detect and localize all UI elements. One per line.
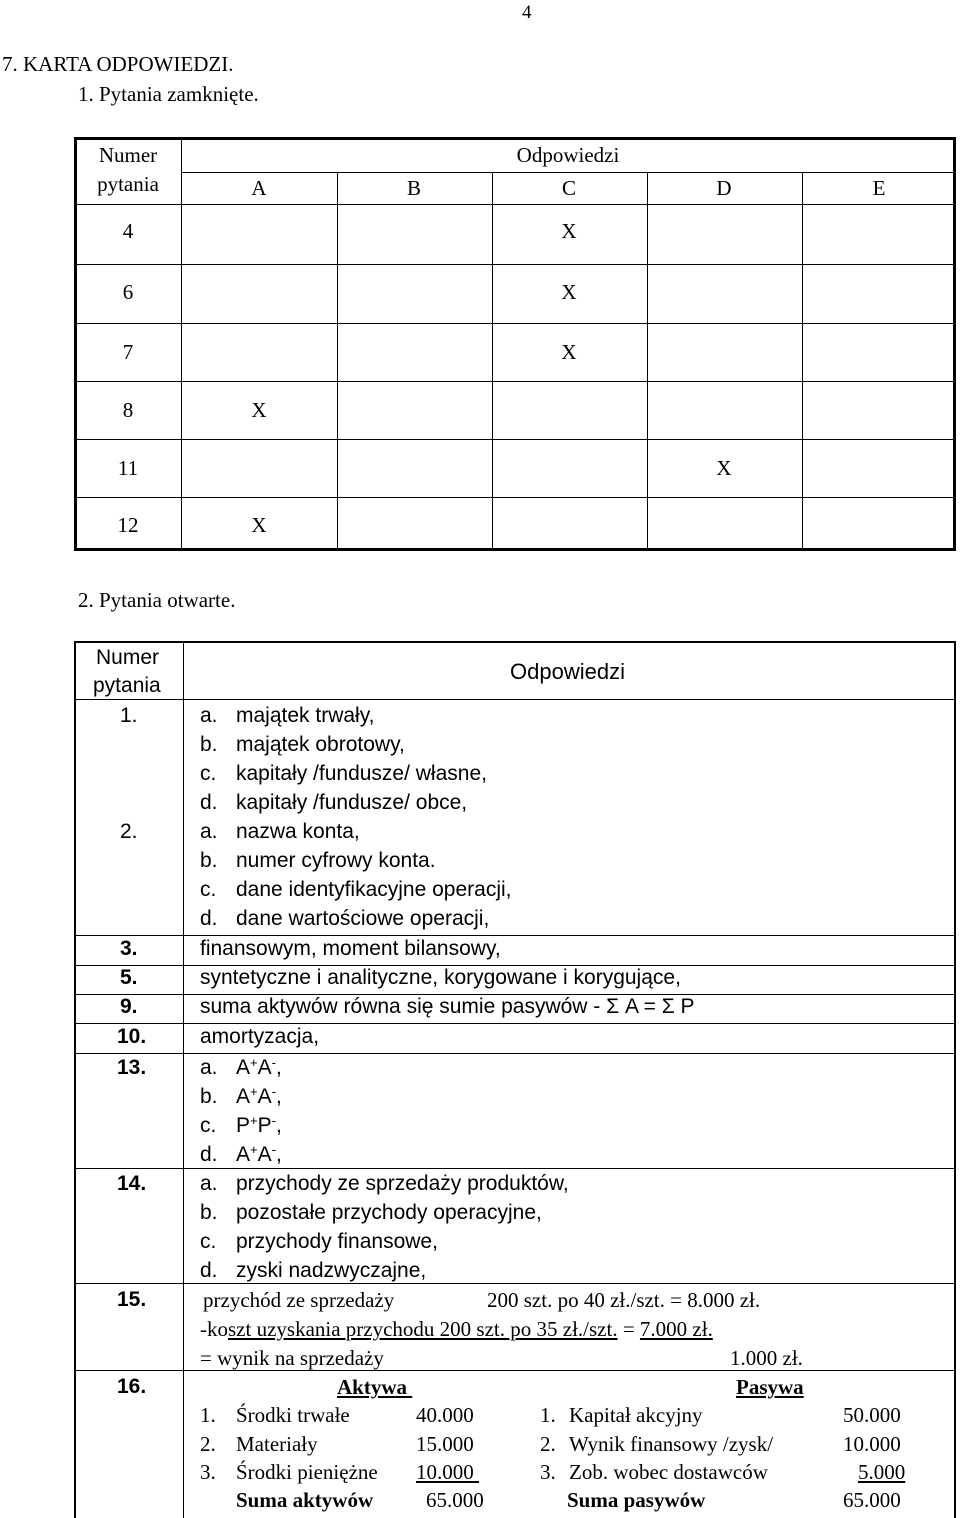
q15-revenue-label: przychód ze sprzedaży xyxy=(203,1288,395,1312)
aktywa-item-number: 3. xyxy=(200,1460,216,1484)
t1-row-num: 6 xyxy=(122,280,134,304)
q13-answer-b: A+A-, xyxy=(236,1084,282,1108)
q3-number: 3. xyxy=(120,937,138,960)
q15-cost-line: -koszt uzyskania przychodu 200 szt. po 35 zł./szt. = 7.000 zł. xyxy=(200,1317,713,1341)
pasywa-item-number: 2. xyxy=(540,1432,556,1456)
pasywa-item-number: 3. xyxy=(540,1460,556,1484)
section2-title: 2. Pytania otwarte. xyxy=(78,588,236,612)
pasywa-title: Pasywa xyxy=(736,1375,804,1399)
q16-number: 16. xyxy=(117,1375,147,1398)
q1-answer-b: majątek obrotowy, xyxy=(236,733,405,756)
t1-option-c: C xyxy=(561,176,577,200)
t1-header-odpowiedzi: Odpowiedzi xyxy=(516,143,620,167)
t1-header-numer: Numer xyxy=(98,143,158,167)
t1-row-num: 12 xyxy=(117,513,139,537)
t1-row-num: 4 xyxy=(122,219,134,243)
t1-row-num: 7 xyxy=(122,340,134,364)
aktywa-item-value: 15.000 xyxy=(416,1432,474,1456)
q2-letter-c: c. xyxy=(200,878,217,901)
t2-header-odpowiedzi: Odpowiedzi xyxy=(510,659,625,684)
q13-answer-a: A+A-, xyxy=(236,1055,282,1079)
t1-cell-a: X xyxy=(251,398,267,422)
q14-answer-d: zyski nadzwyczajne, xyxy=(236,1259,427,1282)
suma-pasywow-label: Suma pasywów xyxy=(567,1488,706,1512)
q2-letter-b: b. xyxy=(200,849,218,872)
q14-letter-b: b. xyxy=(200,1201,218,1224)
aktywa-item-value: 40.000 xyxy=(416,1403,474,1427)
t1-cell-c: X xyxy=(561,280,577,304)
t1-row-num: 8 xyxy=(122,398,134,422)
q5-answer: syntetyczne i analityczne, korygowane i korygujące, xyxy=(200,966,681,989)
q9-number: 9. xyxy=(120,995,138,1018)
t1-cell-c: X xyxy=(561,340,577,364)
q2-letter-d: d. xyxy=(200,907,218,930)
q13-answer-d: A+A-, xyxy=(236,1142,282,1166)
suma-pasywow-value: 65.000 xyxy=(843,1488,901,1512)
section1-title: 1. Pytania zamknięte. xyxy=(78,82,259,106)
page-heading: 7. KARTA ODPOWIEDZI. xyxy=(2,52,234,76)
t1-header-pytania: pytania xyxy=(97,172,159,196)
q14-letter-a: a. xyxy=(200,1172,218,1195)
q14-number: 14. xyxy=(117,1172,147,1195)
aktywa-item-name: Środki pieniężne xyxy=(236,1460,378,1484)
pasywa-item-value: 10.000 xyxy=(843,1432,901,1456)
q15-result-label: = wynik na sprzedaży xyxy=(200,1346,384,1370)
q3-answer: finansowym, moment bilansowy, xyxy=(200,937,501,960)
q9-answer: suma aktywów równa się sumie pasywów - Σ A = Σ P xyxy=(200,995,695,1018)
t1-cell-a: X xyxy=(251,513,267,537)
t1-cell-c: X xyxy=(561,219,577,243)
pasywa-item-name: Kapitał akcyjny xyxy=(569,1403,703,1427)
q13-letter-d: d. xyxy=(200,1143,218,1166)
q15-result-value: 1.000 zł. xyxy=(730,1346,803,1370)
aktywa-title: Aktywa xyxy=(337,1375,413,1399)
q10-number: 10. xyxy=(117,1025,147,1048)
page-number: 4 xyxy=(522,2,532,23)
q1-letter-a: a. xyxy=(200,704,218,727)
q1-letter-c: c. xyxy=(200,762,217,785)
q1-answer-a: majątek trwały, xyxy=(236,704,375,727)
aktywa-item-value: 10.000 xyxy=(416,1460,479,1484)
q2-answer-a: nazwa konta, xyxy=(236,820,360,843)
suma-aktywow-value: 65.000 xyxy=(426,1488,484,1512)
t1-row-num: 11 xyxy=(117,456,139,480)
q14-answer-a: przychody ze sprzedaży produktów, xyxy=(236,1172,569,1195)
q13-answer-c: P+P-, xyxy=(236,1113,282,1137)
q1-answer-d: kapitały /fundusze/ obce, xyxy=(236,791,468,814)
q2-answer-d: dane wartościowe operacji, xyxy=(236,907,490,930)
aktywa-item-number: 2. xyxy=(200,1432,216,1456)
aktywa-item-name: Środki trwałe xyxy=(236,1403,350,1427)
q14-letter-d: d. xyxy=(200,1259,218,1282)
q5-number: 5. xyxy=(120,966,138,989)
q15-number: 15. xyxy=(117,1288,147,1311)
pasywa-item-name: Zob. wobec dostawców xyxy=(569,1460,768,1484)
q10-answer: amortyzacja, xyxy=(200,1025,320,1048)
q13-number: 13. xyxy=(117,1056,147,1079)
aktywa-item-name: Materiały xyxy=(236,1432,318,1456)
pasywa-item-number: 1. xyxy=(540,1403,556,1427)
t2-header-numer: Numer xyxy=(96,646,160,669)
t1-option-d: D xyxy=(716,176,732,200)
closed-questions-table xyxy=(74,137,956,551)
q1-number: 1. xyxy=(120,704,138,727)
q1-letter-b: b. xyxy=(200,733,218,756)
q1-letter-d: d. xyxy=(200,791,218,814)
aktywa-item-number: 1. xyxy=(200,1403,216,1427)
t1-cell-d: X xyxy=(716,456,732,480)
t1-option-e: E xyxy=(872,176,886,200)
q14-answer-b: pozostałe przychody operacyjne, xyxy=(236,1201,542,1224)
pasywa-item-value: 5.000 xyxy=(858,1460,906,1484)
pasywa-item-name: Wynik finansowy /zysk/ xyxy=(569,1432,774,1456)
q1-answer-c: kapitały /fundusze/ własne, xyxy=(236,762,487,785)
q13-letter-a: a. xyxy=(200,1056,218,1079)
q2-answer-c: dane identyfikacyjne operacji, xyxy=(236,878,512,901)
t1-option-b: B xyxy=(406,176,422,200)
q13-letter-b: b. xyxy=(200,1085,218,1108)
q15-revenue-calc: 200 szt. po 40 zł./szt. = 8.000 zł. xyxy=(487,1288,761,1312)
q14-letter-c: c. xyxy=(200,1230,217,1253)
q14-answer-c: przychody finansowe, xyxy=(236,1230,438,1253)
t1-option-a: A xyxy=(251,176,267,200)
t2-header-pytania: pytania xyxy=(93,674,161,697)
q13-letter-c: c. xyxy=(200,1114,217,1137)
pasywa-item-value: 50.000 xyxy=(843,1403,901,1427)
q2-letter-a: a. xyxy=(200,820,218,843)
q2-answer-b: numer cyfrowy konta. xyxy=(236,849,436,872)
suma-aktywow-label: Suma aktywów xyxy=(236,1488,374,1512)
q2-number: 2. xyxy=(120,820,138,843)
